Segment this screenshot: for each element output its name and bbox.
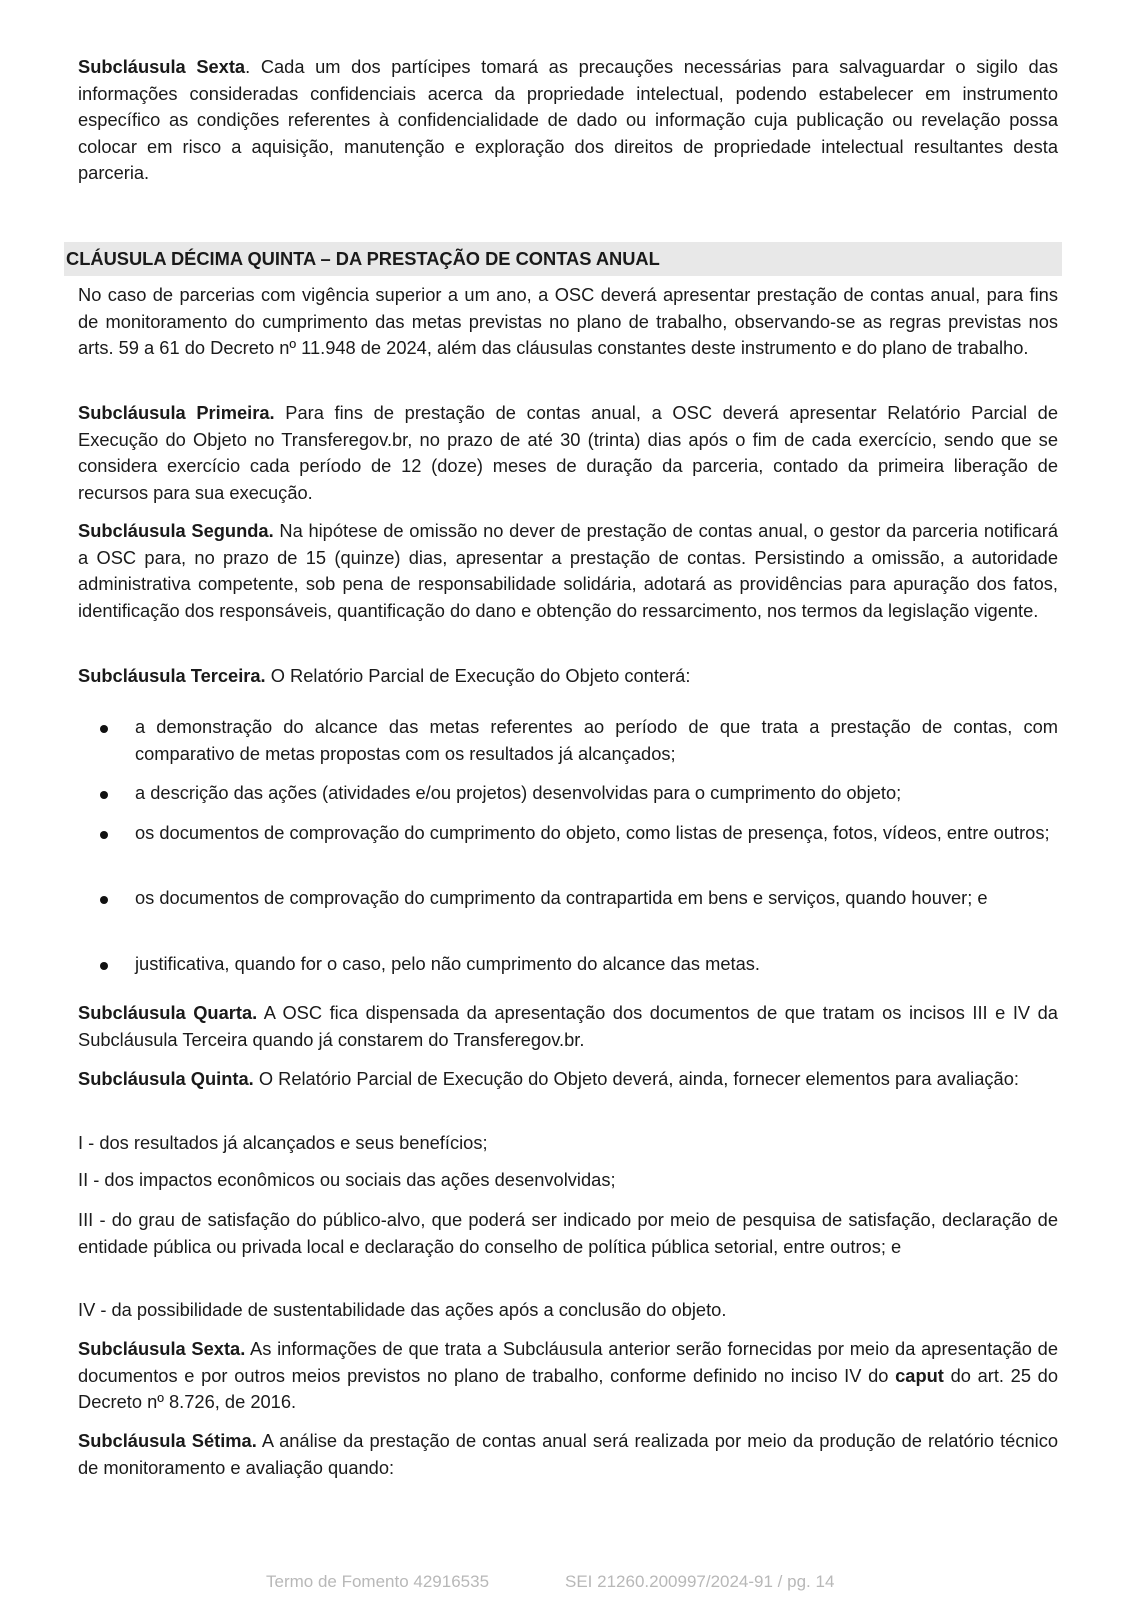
paragraph-subclausula-setima [78,1428,1058,1481]
paragraph-subclausula-primeira [78,400,1058,506]
paragraph-subclausula-segunda [78,518,1058,624]
subclause-label: Subcláusula Quarta. [78,1002,258,1023]
subclause-text: O Relatório Parcial de Execução do Objeto conterá: [265,665,691,686]
list-item-text: os documentos de comprovação do cumprimento do objeto, como listas de presença, fotos, vídeos, entre outros; [135,822,1050,843]
bullet-icon [100,791,108,799]
subclause-text: As informações de que trata a Subcláusula anterior serão fornecidas por meio da apresentação de documentos e por outros meios previstos no plano de trabalho, conforme definido no inciso IV do [78,1338,1058,1386]
footer-document-id: Termo de Fomento 42916535 [266,1572,490,1591]
section-heading: CLÁUSULA DÉCIMA QUINTA – DA PRESTAÇÃO DE CONTAS ANUAL [66,248,660,269]
caput-emphasis: caput [895,1364,944,1386]
inciso-item: II - dos impactos econômicos ou sociais das ações desenvolvidas; [78,1169,616,1190]
inciso-item: III - do grau de satisfação do público-alvo, que poderá ser indicado por meio de pesquisa de satisfação, declaração de entidade pública ou privada local e declaração do conselho de política pública setorial, entre outros; e [78,1209,1058,1257]
list-item-text: justificativa, quando for o caso, pelo não cumprimento do alcance das metas. [135,953,760,974]
paragraph-subclausula-terceira [78,663,1058,690]
subclause-text: O Relatório Parcial de Execução do Objeto deverá, ainda, fornecer elementos para avaliação: [253,1068,1019,1089]
paragraph-subclausula-quinta [78,1066,1058,1093]
subclause-label: Subcláusula Terceira. [78,665,266,686]
subclause-text: . Cada um dos partícipes tomará as precauções necessárias para salvaguardar o sigilo das informações consideradas confidenciais acerca da propriedade intelectual, podendo estabelecer em instrumento específico as condições referentes à confidencialidade de dado ou informação cuja publicação ou revelação possa colocar em risco a aquisição, manutenção e exploração dos direitos de propriedade intelectual resultantes desta parceria. [78,56,1058,183]
bullet-icon [100,962,108,970]
subclause-label: Subcláusula Quinta. [78,1068,254,1089]
subclause-text: A análise da prestação de contas anual será realizada por meio da produção de relatório técnico de monitoramento e avaliação quando: [78,1430,1058,1478]
bullet-icon [100,896,108,904]
subclause-text: Na hipótese de omissão no dever de prestação de contas anual, o gestor da parceria notificará a OSC para, no prazo de 15 (quinze) dias, apresentar a prestação de contas. Persistindo a omissão, a autoridade administrativa competente, sob pena de responsabilidade solidária, adotará as providências para apuração dos fatos, identificação dos responsáveis, quantificação do dano e obtenção do ressarcimento, nos termos da legislação vigente. [78,520,1058,621]
subclause-text: A OSC fica dispensada da apresentação dos documentos de que tratam os incisos III e IV da Subcláusula Terceira quando já constarem do Transferegov.br. [78,1002,1058,1050]
inciso-item: IV - da possibilidade de sustentabilidade das ações após a conclusão do objeto. [78,1299,727,1320]
subclause-label: Subcláusula Sexta. [78,1338,246,1359]
subclause-label: Subcláusula Segunda. [78,520,274,541]
list-item-text: a demonstração do alcance das metas referentes ao período de que trata a prestação de contas, com comparativo de metas propostas com os resultados já alcançados; [135,716,1058,764]
paragraph-subclausula-sexta [78,1336,1058,1416]
footer-sei-page: SEI 21260.200997/2024-91 / pg. 14 [565,1572,835,1591]
list-item-text: a descrição das ações (atividades e/ou projetos) desenvolvidas para o cumprimento do objeto; [135,782,902,803]
subclause-label: Subcláusula Sétima. [78,1430,257,1451]
inciso-item: I - dos resultados já alcançados e seus benefícios; [78,1132,488,1153]
paragraph-subclausula-sexta-top [78,54,1058,187]
subclause-text: do art. 25 do Decreto nº 8.726, de 2016. [78,1364,1058,1412]
bullet-icon [100,831,108,839]
subclause-text: Para fins de prestação de contas anual, a OSC deverá apresentar Relatório Parcial de Execução do Objeto no Transferegov.br, no prazo de até 30 (trinta) dias após o fim de cada exercício, sendo que se considera exercício cada período de 12 (doze) meses de duração da parceria, contado da primeira liberação de recursos para sua execução. [78,402,1058,503]
subclause-label: Subcláusula Sexta [78,56,246,77]
list-item-text: os documentos de comprovação do cumprimento da contrapartida em bens e serviços, quando houver; e [135,887,988,908]
paragraph-intro: No caso de parcerias com vigência superior a um ano, a OSC deverá apresentar prestação de contas anual, para fins de monitoramento do cumprimento das metas previstas no plano de trabalho, observando-se as regras previstas nos arts. 59 a 61 do Decreto nº 11.948 de 2024, além das cláusulas constantes deste instrumento e do plano de trabalho. [78,284,1058,358]
paragraph-subclausula-quarta [78,1000,1058,1053]
subclause-label: Subcláusula Primeira. [78,402,275,423]
bullet-icon [100,725,108,733]
